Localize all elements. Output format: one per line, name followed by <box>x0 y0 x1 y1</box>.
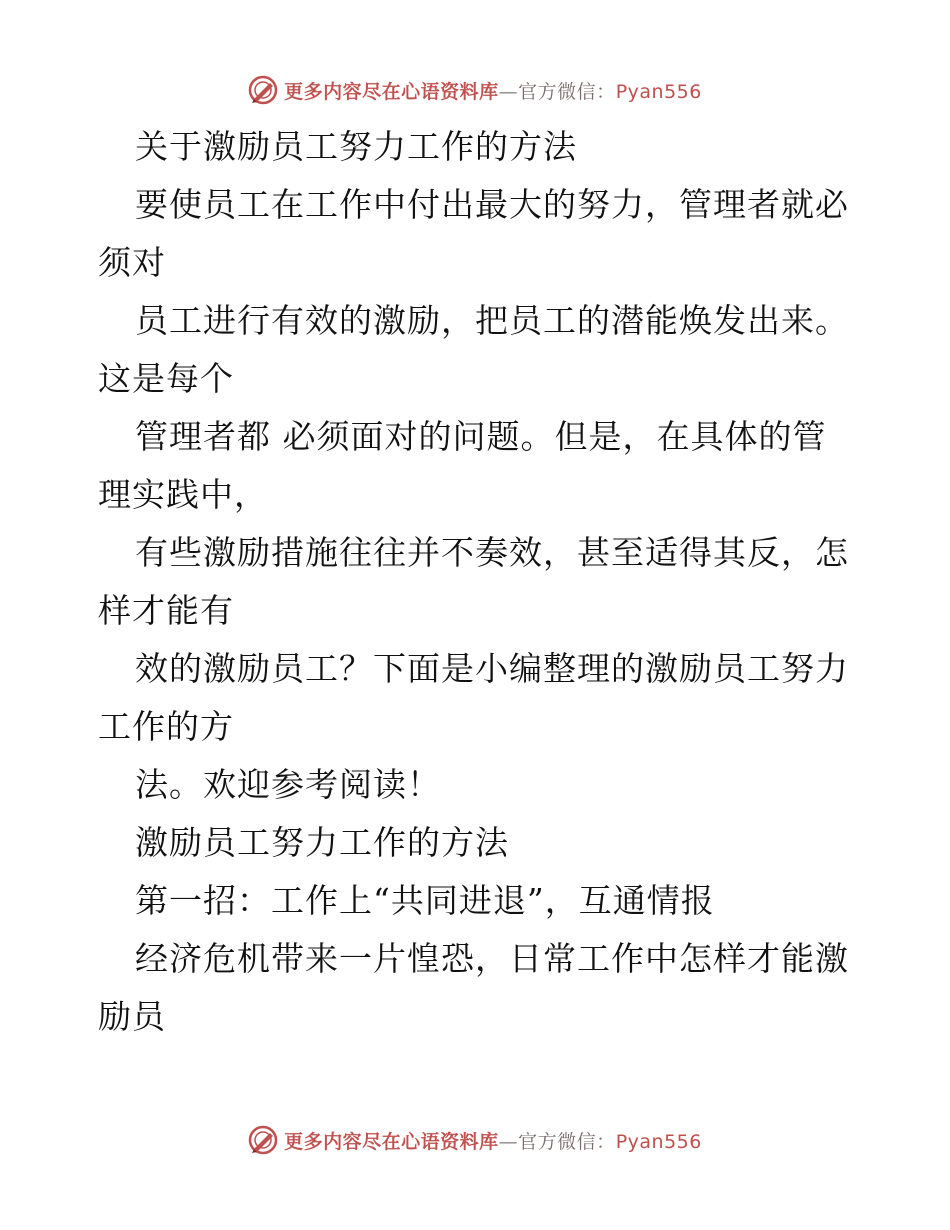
header-banner <box>0 70 950 110</box>
paragraph-line: 效的激励员工？下面是小编整理的激励员工努力 <box>135 649 849 688</box>
banner-main-text: 更多内容尽在心语资料库 <box>284 1130 499 1153</box>
document-title: 关于激励员工努力工作的方法 <box>135 127 577 166</box>
paragraph-line: 经济危机带来一片惶恐，日常工作中怎样才能激 <box>135 939 849 978</box>
subsection-heading: 第一招：工作上“共同进退”，互通情报 <box>135 881 715 920</box>
banner-text <box>284 1127 702 1154</box>
section-heading: 激励员工努力工作的方法 <box>135 823 509 862</box>
paragraph-line: 理实践中， <box>98 475 268 514</box>
banner-wechat-label: 官方微信： <box>518 80 616 103</box>
banner-dash: — <box>498 80 519 103</box>
paragraph-line: 工作的方 <box>98 707 234 746</box>
paragraph-line: 管理者都 必须面对的问题。但是，在具体的管 <box>135 417 827 456</box>
paragraph-line: 法。欢迎参考阅读！ <box>135 765 441 804</box>
paragraph-line: 有些激励措施往往并不奏效，甚至适得其反，怎 <box>135 533 849 572</box>
paragraph-line: 励员 <box>98 997 166 1036</box>
paragraph-line: 样才能有 <box>98 591 234 630</box>
footer-banner <box>0 1120 950 1160</box>
banner-text <box>284 77 702 104</box>
paragraph-line: 须对 <box>98 243 166 282</box>
banner-wechat-id: Pyan556 <box>615 80 702 103</box>
banner-dash: — <box>498 1130 519 1153</box>
banner-wechat-label: 官方微信： <box>518 1130 616 1153</box>
banner-wechat-id: Pyan556 <box>615 1130 702 1153</box>
paragraph-line: 员工进行有效的激励，把员工的潜能焕发出来。 <box>135 301 849 340</box>
pen-logo-icon <box>248 75 278 105</box>
paragraph-line: 这是每个 <box>98 359 234 398</box>
banner-main-text: 更多内容尽在心语资料库 <box>284 80 499 103</box>
pen-logo-icon <box>248 1125 278 1155</box>
paragraph-line: 要使员工在工作中付出最大的努力，管理者就必 <box>135 185 849 224</box>
